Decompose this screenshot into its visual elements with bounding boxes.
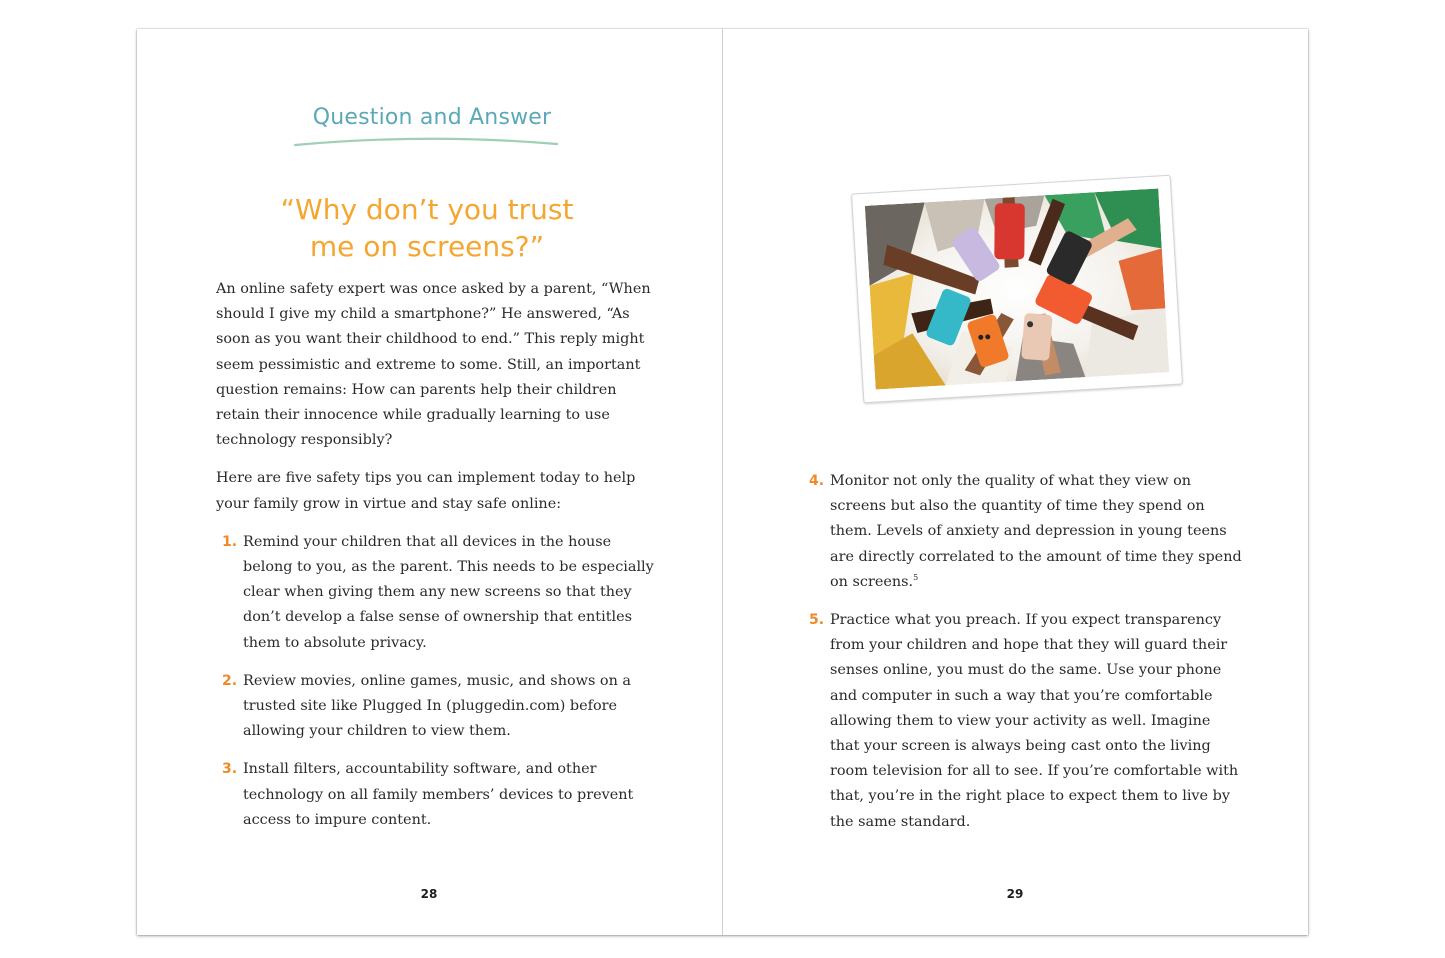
list-item bbox=[216, 530, 656, 656]
left-page bbox=[137, 29, 722, 935]
tips-list-continued bbox=[803, 469, 1243, 848]
photo-frame bbox=[851, 175, 1183, 404]
hands-holding-phones-photo bbox=[865, 188, 1169, 389]
tip-number: 3. bbox=[222, 761, 238, 778]
tip-number: 2. bbox=[222, 672, 238, 689]
left-body bbox=[216, 277, 656, 846]
tip-number: 5. bbox=[809, 612, 825, 629]
tips-intro: Here are five safety tips you can implement today to help your family grow in virtue and stay safe online: bbox=[216, 470, 636, 512]
tips-list bbox=[216, 530, 656, 833]
headline bbox=[247, 191, 607, 265]
section-underline-swash bbox=[293, 135, 559, 149]
tip-text: Remind your children that all devices in the house belong to you, as the parent. This needs to be especially clear when giving them any new screens so that they don’t develop a false sense of ownership that entitles them to absolute privacy. bbox=[243, 533, 654, 651]
headline-line-2: me on screens?” bbox=[309, 230, 545, 263]
tip-text: Review movies, online games, music, and shows on a trusted site like Plugged In (pluggedin.com) before allowing your children to view them. bbox=[243, 672, 631, 740]
book-spread bbox=[137, 29, 1308, 935]
footnote-reference: 5 bbox=[913, 573, 919, 583]
section-label: Question and Answer bbox=[312, 105, 552, 130]
headline-line-1: “Why don’t you trust bbox=[280, 193, 574, 226]
right-page bbox=[723, 29, 1308, 935]
page-number: 29 bbox=[1006, 887, 1024, 901]
tip-text: Monitor not only the quality of what they view on screens but also the quantity of time they spend on them. Levels of anxiety and depression in young teens are directly correlated to the amount of time they spend on screens. bbox=[830, 473, 1242, 590]
list-item bbox=[216, 757, 656, 833]
photo-illustration bbox=[865, 188, 1169, 389]
list-item bbox=[803, 469, 1243, 595]
list-item bbox=[216, 669, 656, 745]
intro-paragraph: An online safety expert was once asked by a parent, “When should I give my child a smartphone?” He answered, “As soon as you want their childhood to end.” This reply might seem pessimistic and extreme to some. Still, an important question remains: How can parents help their children retain their innocence while gradually learning to use technology responsibly? bbox=[216, 281, 651, 449]
tip-text: Install filters, accountability software, and other technology on all family members’ devices to prevent access to impure content. bbox=[243, 761, 634, 828]
list-item bbox=[803, 608, 1243, 835]
page-number: 28 bbox=[420, 887, 438, 901]
tip-number: 1. bbox=[222, 533, 238, 550]
tip-number: 4. bbox=[809, 473, 825, 489]
tip-text: Practice what you preach. If you expect transparency from your children and hope that they will guard their senses online, you must do the same. Use your phone and computer in such a way that you’re comfortable allowing them to view your activity as well. Imagine that your screen is always being cast onto the living room television for all to see. If you’re comfortable with that, you’re in the right place to expect them to live by the same standard. bbox=[830, 612, 1239, 830]
